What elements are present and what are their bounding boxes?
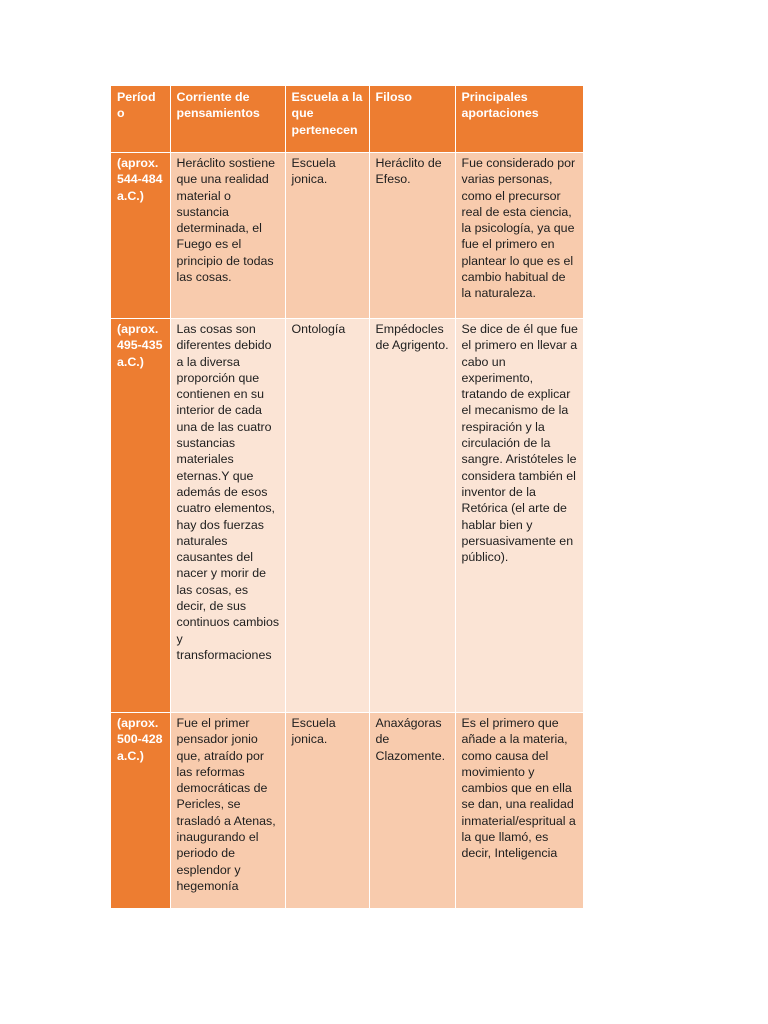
escuela-cell: Ontología (285, 319, 369, 713)
table-row (111, 713, 583, 909)
philosophers-table (111, 86, 583, 909)
header-filosofo: Filoso (369, 86, 455, 153)
table-row (111, 153, 583, 319)
corriente-cell: Heráclito sostiene que una realidad material o sustancia determinada, el Fuego es el principio de todas las cosas. (170, 153, 285, 319)
period-cell: (aprox. 500-428 a.C.) (111, 713, 170, 909)
table-row (111, 319, 583, 713)
header-escuela: Escuela a la que pertenecen (285, 86, 369, 153)
corriente-cell: Fue el primer pensador jonio que, atraído por las reformas democráticas de Pericles, se trasladó a Atenas, inaugurando el periodo de esplendor y hegemonía (170, 713, 285, 909)
header-aportaciones: Principales aportaciones (455, 86, 583, 153)
period-cell: (aprox. 544-484 a.C.) (111, 153, 170, 319)
header-periodo: Períod o (111, 86, 170, 153)
aportaciones-cell: Fue considerado por varias personas, como el precursor real de esta ciencia, la psicología, ya que fue el primero en plantear lo que es el cambio habitual de la naturaleza. (455, 153, 583, 319)
header-corriente: Corriente de pensamientos (170, 86, 285, 153)
filosofo-cell: Anaxágoras de Clazomente. (369, 713, 455, 909)
escuela-cell: Escuela jonica. (285, 153, 369, 319)
period-cell: (aprox. 495-435 a.C.) (111, 319, 170, 713)
aportaciones-cell: Es el primero que añade a la materia, como causa del movimiento y cambios que en ella se dan, una realidad inmaterial/espritual a la que llamó, es decir, Inteligencia (455, 713, 583, 909)
filosofo-cell: Empédocles de Agrigento. (369, 319, 455, 713)
corriente-cell: Las cosas son diferentes debido a la diversa proporción que contienen en su interior de cada una de las cuatro sustancias materiales eternas.Y que además de esos cuatro elementos, hay dos fuerzas naturales causantes del nacer y morir de las cosas, es decir, de sus continuos cambios y transformaciones (170, 319, 285, 713)
escuela-cell: Escuela jonica. (285, 713, 369, 909)
filosofo-cell: Heráclito de Efeso. (369, 153, 455, 319)
aportaciones-cell: Se dice de él que fue el primero en llevar a cabo un experimento, tratando de explicar el mecanismo de la respiración y la circulación de la sangre. Aristóteles le considera también el inventor de la Retórica (el arte de hablar bien y persuasivamente en público). (455, 319, 583, 713)
table-header-row (111, 86, 583, 153)
